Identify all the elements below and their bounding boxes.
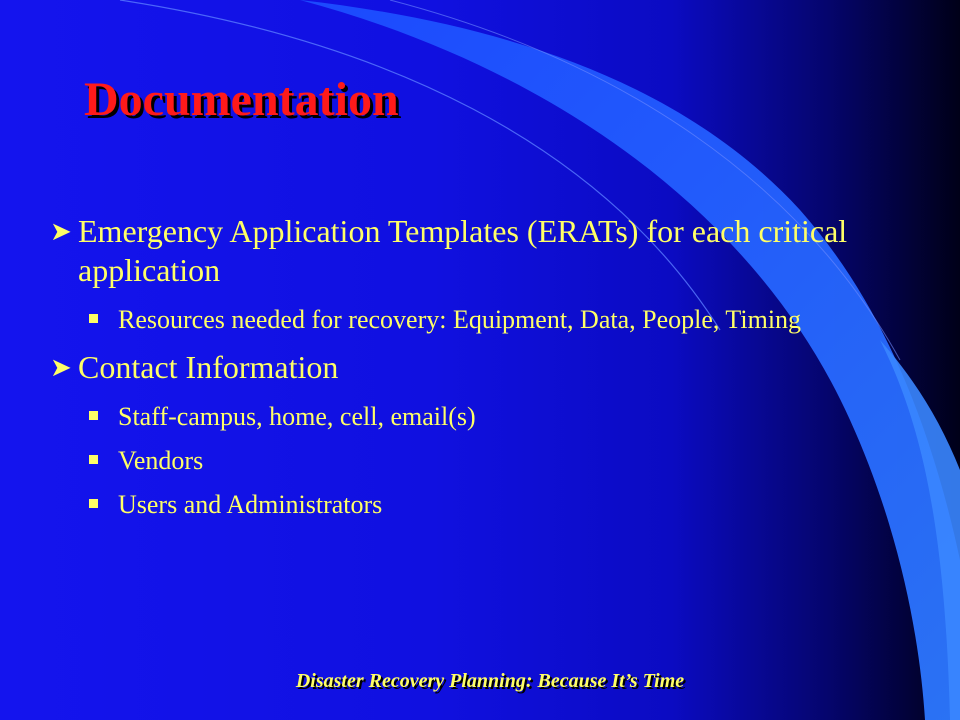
sub-bullet-item-resources — [118, 304, 890, 336]
sub-bullet-text: Staff-campus, home, cell, email(s) — [118, 402, 476, 431]
sub-bullet-item-staff — [118, 401, 890, 433]
square-bullet-icon — [89, 314, 98, 323]
bullet-text: Contact Information — [78, 349, 339, 385]
sub-bullet-text: Users and Administrators — [118, 490, 383, 519]
arrowhead-bullet-icon: ➤ — [50, 353, 72, 382]
sub-bullet-text: Resources needed for recovery: Equipment, Data, People, Timing — [118, 305, 802, 334]
sub-bullet-item-users — [118, 489, 890, 521]
square-bullet-icon — [89, 455, 98, 464]
square-bullet-icon — [89, 499, 98, 508]
bullet-item-erats — [50, 212, 890, 290]
sub-bullet-item-vendors — [118, 445, 890, 477]
sub-bullet-text: Vendors — [118, 446, 204, 475]
bullet-text: Emergency Application Templates (ERATs) for each critical application — [78, 213, 848, 288]
bullet-list — [50, 212, 890, 533]
square-bullet-icon — [89, 411, 98, 420]
bullet-item-contact — [50, 348, 890, 387]
arrowhead-bullet-icon: ➤ — [50, 217, 72, 246]
slide-footer: Disaster Recovery Planning: Because It’s Time — [295, 670, 685, 692]
slide-title: Documentation — [84, 73, 399, 126]
